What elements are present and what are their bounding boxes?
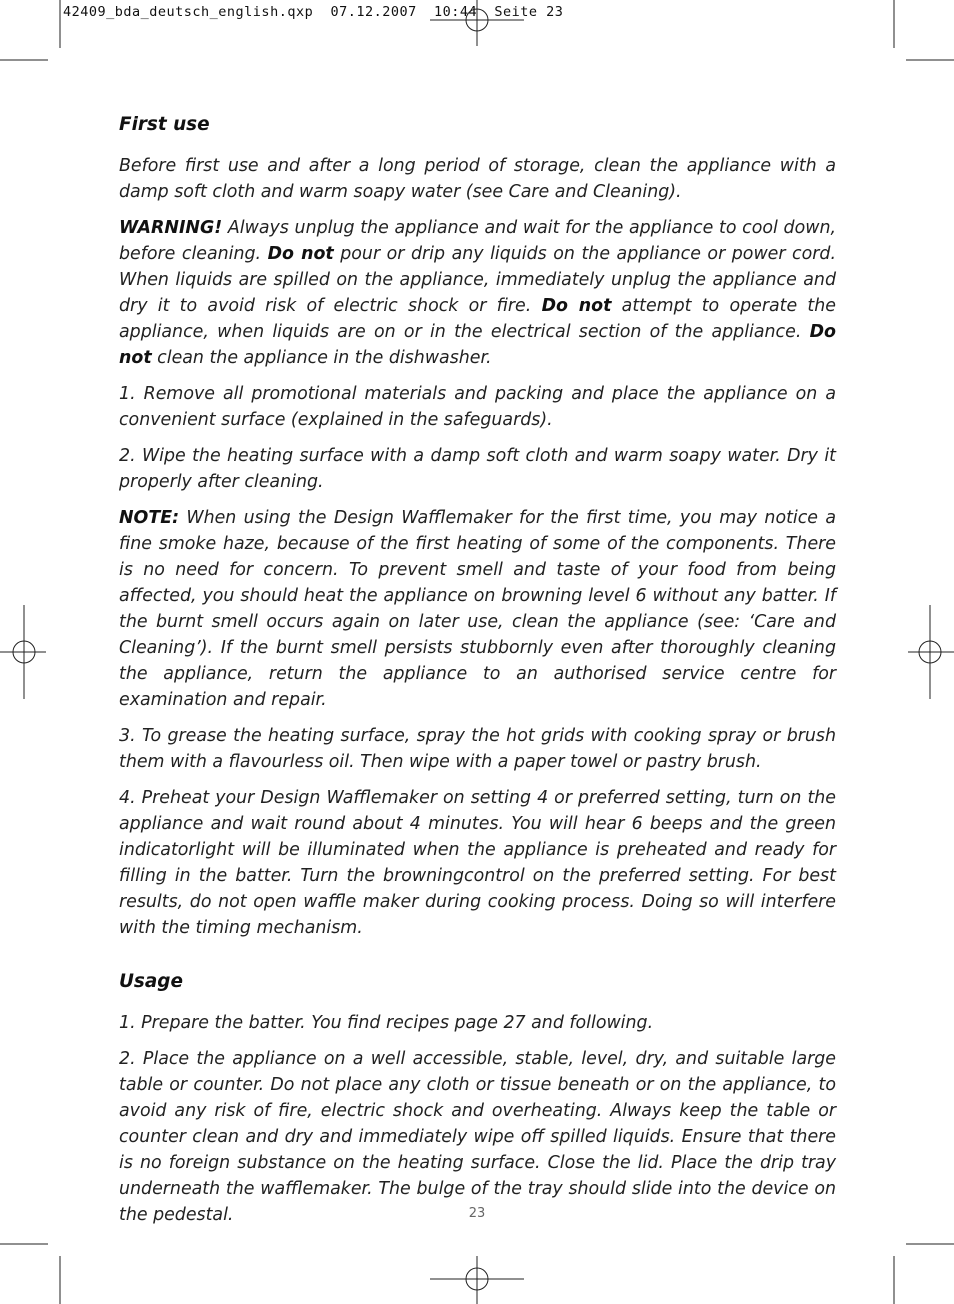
usage-step-2: 2. Place the appliance on a well accessible, stable, level, dry, and suitable large table or counter. Do not place any cloth or tissue beneath or on the appliance, to avoid any risk of fire, electric shock and overheating. Always keep the table or counter clean and dry and immediately wipe off spilled liquids. Ensure that there is no foreign substance on the heating surface. Close the lid. Place the drip tray underneath the wafflemaker. The bulge of the tray should slide into the device on the pedestal. xyxy=(119,1049,836,1225)
section-heading-usage: Usage xyxy=(119,971,183,992)
document-body xyxy=(119,112,836,1238)
warning-paragraph xyxy=(119,215,836,371)
first-use-step-1: 1. Remove all promotional materials and packing and place the appliance on a convenient surface (explained in the safeguards). xyxy=(119,384,836,430)
section-heading-first-use: First use xyxy=(119,114,210,135)
first-use-step-2: 2. Wipe the heating surface with a damp soft cloth and warm soapy water. Dry it properly after cleaning. xyxy=(119,446,836,492)
do-not-label-1: Do not xyxy=(267,244,334,264)
warning-text-3: attempt to operate the appliance, when liquids are on or in the electrical section of the appliance. xyxy=(119,296,836,342)
print-slug: 42409_bda_deutsch_english.qxp 07.12.2007 10:44 Seite 23 xyxy=(63,4,564,20)
note-label: NOTE: xyxy=(119,508,180,528)
first-use-step-3: 3. To grease the heating surface, spray the hot grids with cooking spray or brush them with a flavourless oil. Then wipe with a paper towel or pastry brush. xyxy=(119,726,836,772)
warning-text-4: clean the appliance in the dishwasher. xyxy=(151,348,492,368)
warning-text-1: Always unplug the appliance and wait for the appliance to cool down, before cleaning. xyxy=(119,218,836,264)
warning-label: WARNING! xyxy=(119,218,223,238)
intro-paragraph: Before first use and after a long period of storage, clean the appliance with a damp soft cloth and warm soapy water (see Care and Cleaning). xyxy=(119,156,836,202)
note-paragraph xyxy=(119,505,836,713)
do-not-label-3: Do not xyxy=(119,322,836,368)
note-text: When using the Design Wafflemaker for the first time, you may notice a fine smoke haze, because of the first heating of some of the components. There is no need for concern. To prevent smell and taste of your food from being affected, you should heat the appliance on browning level 6 without any batter. If the burnt smell occurs again on later use, clean the appliance (see: ‘Care and Cleaning’). If the burnt smell persists stubbornly even after thoroughly cleaning the appliance, return the appliance to an authorised service centre for examination and repair. xyxy=(119,508,836,710)
first-use-step-4: 4. Preheat your Design Wafflemaker on setting 4 or preferred setting, turn on the appliance and wait round about 4 minutes. You will hear 6 beeps and the green indicatorlight will be illuminated when the appliance is preheated and ready for filling in the batter. Turn the browningcontrol on the preferred setting. For best results, do not open waffle maker during cooking process. Doing so will interfere with the timing mechanism. xyxy=(119,788,836,938)
page-number: 23 xyxy=(468,1206,486,1221)
usage-step-1: 1. Prepare the batter. You find recipes page 27 and following. xyxy=(119,1013,654,1033)
warning-text-2: pour or drip any liquids on the appliance or power cord. When liquids are spilled on the appliance, immediately unplug the appliance and dry it to avoid risk of electric shock or fire. xyxy=(119,244,836,316)
do-not-label-2: Do not xyxy=(541,296,612,316)
